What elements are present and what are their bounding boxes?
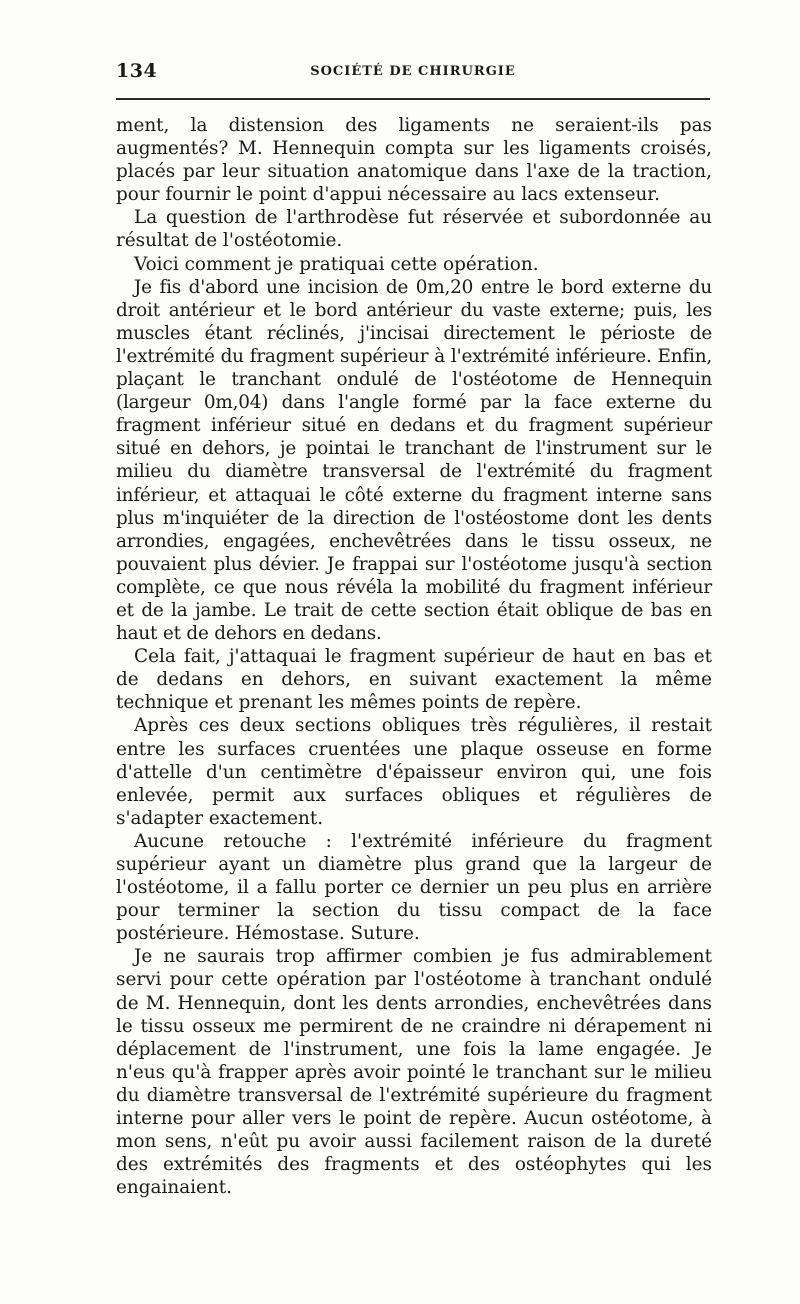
running-title: SOCIÉTÉ DE CHIRURGIE [310, 64, 516, 79]
paragraph-upper-fragment: Cela fait, j'attaquai le fragment supérieur de haut en bas et de dedans en dehors, en suivant exactement la même technique et prenant les mêmes points de repère. [116, 646, 712, 714]
body-text [116, 114, 712, 1199]
page-number: 134 [116, 60, 158, 82]
header-rule [116, 98, 710, 100]
paragraph-arthrodese: La question de l'arthrodèse fut réservée et subordonnée au résultat de l'ostéotomie. [116, 207, 712, 252]
paragraph-operation-intro: Voici comment je pratiquai cette opération. [134, 253, 539, 275]
paragraph-incision: Je fis d'abord une incision de 0m,20 entre le bord externe du droit antérieur et le bord antérieur du vaste externe; puis, les muscles étant réclinés, j'incisai directement le périoste de l'extrémité du fragment supérieur à l'extrémité inférieure. Enfin, plaçant le tranchant ondulé de l'ostéotome de Hennequin (largeur 0m,04) dans l'angle formé par la face externe du fragment inférieur situé en dedans et du fragment supérieur situé en dehors, je pointai le tranchant de l'instrument sur le milieu du diamètre transversal de l'extrémité du fragment inférieur, et attaquai le côté externe du fragment interne sans plus m'inquiéter de la direction de l'ostéostome dont les dents arrondies, engagées, enchevêtrées dans le tissu osseux, ne pouvaient plus dévier. Je frappai sur l'ostéotome jusqu'à section complète, ce que nous révéla la mobilité du fragment inférieur et de la jambe. Le trait de cette section était oblique de bas en haut et de dehors en dedans. [116, 276, 712, 645]
paragraph-osteotome: Je ne saurais trop affirmer combien je fus admirablement servi pour cette opération par l'ostéotome à tranchant ondulé de M. Hennequin, dont les dents arrondies, enchevêtrées dans le tissu osseux me permirent de ne craindre ni dérapement ni déplacement de l'instrument, une fois la lame engagée. Je n'eus qu'à frapper après avoir pointé le tranchant sur le milieu du diamètre transversal de l'extrémité supérieure du fragment interne pour aller vers le point de repère. Aucun ostéotome, à mon sens, n'eût pu avoir aussi facilement raison de la dureté des extrémités des fragments et des ostéophytes qui les engainaient. [116, 946, 712, 1199]
page-header [116, 60, 710, 88]
paragraph-continuation: ment, la distension des ligaments ne seraient-ils pas augmentés? M. Hennequin compta sur les ligaments croisés, placés par leur situation anatomique dans l'axe de la traction, pour fournir le point d'appui nécessaire au lacs extenseur. [116, 115, 712, 206]
paragraph-oblique-sections: Après ces deux sections obliques très régulières, il restait entre les surfaces cruentées une plaque osseuse en forme d'attelle d'un centimètre d'épaisseur environ qui, une fois enlevée, permit aux surfaces obliques et régulières de s'adapter exactement. [116, 715, 712, 829]
paragraph-retouche: Aucune retouche : l'extrémité inférieure du fragment supérieur ayant un diamètre plus grand que la largeur de l'ostéotome, il a fallu porter ce dernier un peu plus en arrière pour terminer la section du tissu compact de la face postérieure. Hémostase. Suture. [116, 830, 712, 945]
